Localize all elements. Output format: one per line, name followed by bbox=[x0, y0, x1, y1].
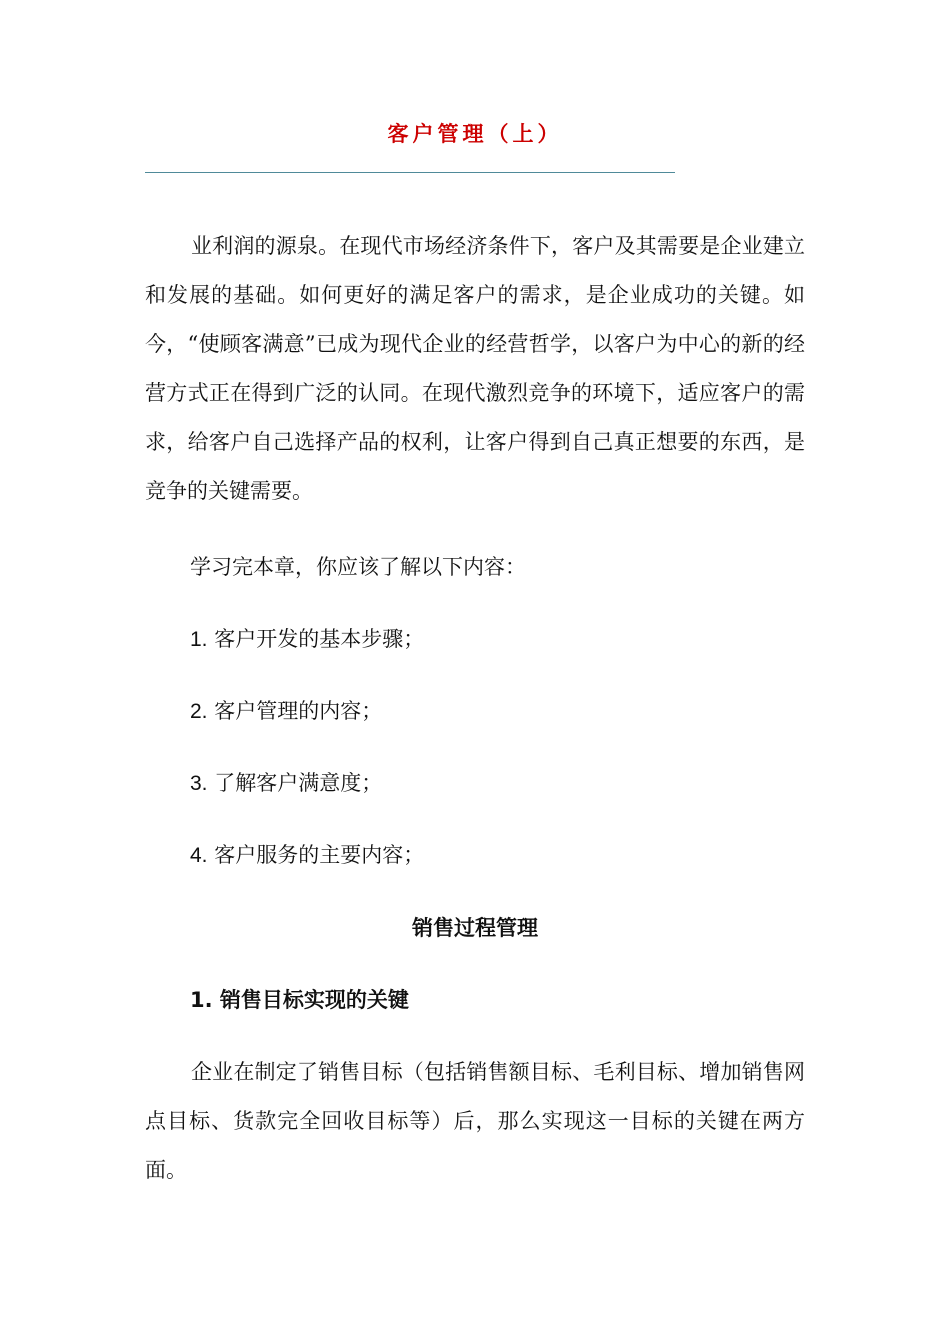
objectives-lead: 学习完本章，你应该了解以下内容： bbox=[190, 555, 526, 579]
body-paragraph: 企业在制定了销售目标（包括销售额目标、毛利目标、增加销售网点目标、货款完全回收目标等）后，那么实现这一目标的关键在两方面。 bbox=[145, 1060, 805, 1182]
objective-item bbox=[190, 624, 424, 655]
objective-number: 3. bbox=[190, 772, 208, 795]
title-divider bbox=[145, 172, 675, 173]
objective-number: 1. bbox=[190, 628, 208, 651]
objective-item bbox=[190, 768, 382, 799]
objective-text: 客户服务的主要内容； bbox=[214, 843, 425, 867]
intro-paragraph: 业利润的源泉。在现代市场经济条件下，客户及其需要是企业建立和发展的基础。如何更好的满足客户的需求，是企业成功的关键。如今，“使顾客满意”已成为现代企业的经营哲学，以客户为中心的新的经营方式正在得到广泛的认同。在现代激烈竞争的环境下，适应客户的需求，给客户自己选择产品的权利，让客户得到自己真正想要的东西，是竞争的关键需要。 bbox=[145, 234, 805, 503]
objective-item bbox=[190, 696, 382, 727]
subsection-heading bbox=[190, 984, 409, 1014]
objective-text: 了解客户满意度； bbox=[214, 771, 383, 795]
objective-text: 客户开发的基本步骤； bbox=[214, 627, 425, 651]
subsection-number: 1. bbox=[190, 988, 213, 1012]
subsection-text: 销售目标实现的关键 bbox=[219, 988, 409, 1012]
objective-number: 2. bbox=[190, 700, 208, 723]
objective-item bbox=[190, 840, 424, 871]
section-title: 销售过程管理 bbox=[412, 916, 538, 940]
objective-number: 4. bbox=[190, 844, 208, 867]
objective-text: 客户管理的内容； bbox=[214, 699, 383, 723]
document-title: 客户管理（上） bbox=[387, 121, 563, 146]
